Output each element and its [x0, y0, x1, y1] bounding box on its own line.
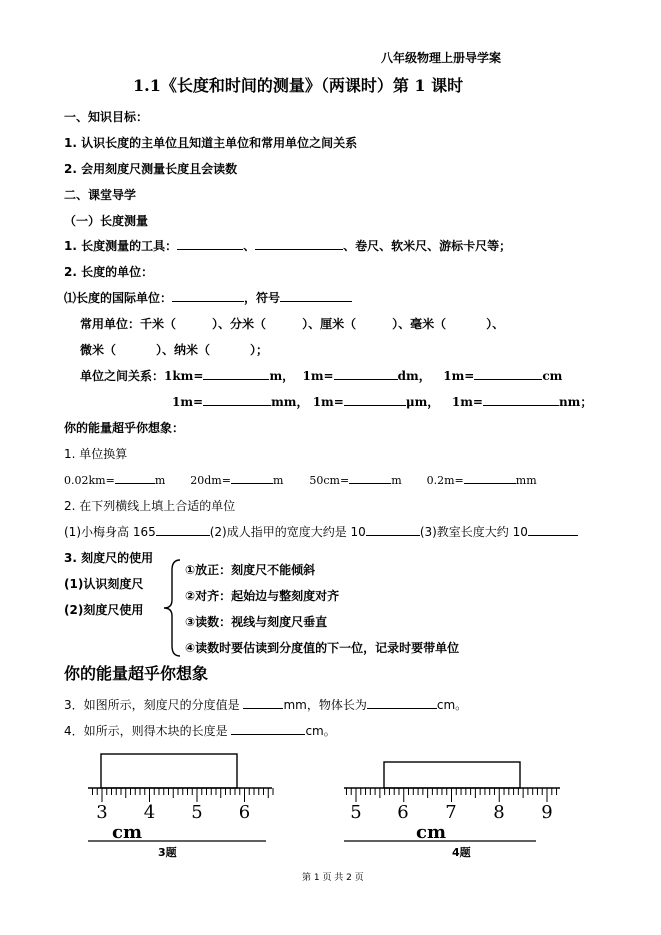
blank-m-nm[interactable] [483, 394, 559, 406]
blank-tool-2[interactable] [255, 238, 343, 250]
si-unit-line [64, 290, 352, 306]
circled-3-icon: ③ [185, 615, 196, 629]
blank-m-um[interactable] [344, 394, 406, 406]
blank-nail-unit[interactable] [366, 524, 420, 536]
common-units-label: 常用单位： [80, 317, 141, 331]
header-title: 八年级物理上册导学案 [381, 51, 502, 65]
unit-mm: 毫米（ ）、 [410, 317, 505, 331]
blank-m-cm[interactable] [474, 368, 542, 380]
fill-units-row: (1)小梅身高 165 (2)成人指甲的宽度大约是 10 (3)教室长度大约 10 [64, 524, 578, 540]
blank-q3-division[interactable] [243, 697, 283, 709]
conversion-label: 单位之间关系： [80, 369, 165, 383]
ruler-figure-3 [82, 752, 282, 852]
blank-si-unit[interactable] [172, 290, 244, 302]
blank-m-mm[interactable] [203, 394, 271, 406]
section-heading-guide: 二、课堂导学 [64, 188, 137, 202]
blank-room-unit[interactable] [528, 524, 578, 536]
circled-4-icon: ④ [185, 641, 196, 655]
step-2: ②对齐：起始边与整刻度对齐 [185, 589, 340, 603]
ruler-use: (2)刻度尺使用 [64, 603, 144, 617]
circled-1-icon: ① [185, 563, 196, 577]
si-unit-label: ⑴长度的国际单位： [64, 291, 173, 305]
question-tools [64, 238, 511, 254]
blank-q4-length[interactable] [231, 723, 305, 735]
step-4: ④读数时要估读到分度值的下一位，记录时要带单位 [185, 641, 460, 655]
goal-item-2: 2. 会用刻度尺测量长度且会读数 [64, 162, 238, 176]
sub-heading-length: （一）长度测量 [64, 214, 149, 228]
unit-cm: 厘米（ ）、 [320, 317, 411, 331]
unit-conversion-heading: 1. 单位换算 [64, 447, 128, 461]
blank-conv-3[interactable] [349, 472, 391, 484]
unit-um: 微米（ ）、 [80, 343, 175, 357]
blank-m-dm[interactable] [334, 368, 398, 380]
blank-q3-length[interactable] [367, 697, 437, 709]
ruler-ticks [346, 788, 556, 802]
blank-conv-1[interactable] [115, 472, 155, 484]
fig4-num-4: 9 [541, 802, 553, 823]
section-heading-goals: 一、知识目标： [64, 110, 149, 124]
conversion-row1: 单位之间关系：1km= m， 1m= dm， 1m= cm [80, 369, 563, 383]
object-block [101, 754, 237, 788]
fig3-num-1: 4 [143, 802, 156, 823]
fig4-unit: cm [416, 822, 447, 843]
unit-km: 千米（ ）、 [140, 317, 231, 331]
fig3-unit: cm [112, 822, 143, 843]
step-1: ①放正：刻度尺不能倾斜 [185, 563, 316, 577]
unit-nm: 纳米（ ）； [174, 343, 269, 357]
step-3: ③读数：视线与刻度尺垂直 [185, 615, 328, 629]
ruler-know: (1)认识刻度尺 [64, 577, 144, 591]
common-units-row1 [80, 316, 504, 332]
q1-label: 1. 长度测量的工具： [64, 239, 178, 253]
conversion-exercises: 0.02km= m 20dm= m 50cm= m 0.2m= mm [64, 474, 537, 487]
ability-heading-2: 你的能量超乎你想象 [64, 664, 209, 683]
brace [160, 558, 182, 658]
conversion-row2: 1m= mm， 1m= μm， 1m= nm； [172, 395, 593, 409]
fig4-num-0: 5 [350, 802, 362, 823]
q1-sep: 、 [243, 239, 256, 253]
page-title: 1.1《长度和时间的测量》（两课时）第 1 课时 [133, 76, 464, 95]
question-4: 4．如所示，则得木块的长度是 cm。 [64, 724, 336, 738]
common-units-row2 [80, 342, 268, 358]
blank-conv-2[interactable] [231, 472, 273, 484]
wood-block [384, 762, 520, 788]
blank-tool-1[interactable] [177, 238, 243, 250]
fig4-num-2: 7 [445, 802, 457, 823]
fill-units-heading: 2. 在下列横线上填上合适的单位 [64, 499, 236, 513]
blank-height-unit[interactable] [156, 524, 210, 536]
si-symbol-label: ，符号 [244, 291, 281, 305]
fig3-num-0: 3 [96, 802, 108, 823]
page-footer: 第 1 页 共 2 页 [302, 873, 364, 883]
fig4-num-3: 8 [493, 802, 505, 823]
blank-conv-4[interactable] [464, 472, 516, 484]
ability-heading-1: 你的能量超乎你想象： [64, 421, 185, 435]
blank-km-m[interactable] [203, 368, 269, 380]
caption-fig4: 4题 [452, 846, 471, 859]
ruler-figure-4 [338, 752, 570, 852]
question-3: 3．如图所示，刻度尺的分度值是 mm，物体长为 cm。 [64, 698, 468, 712]
caption-fig3: 3题 [158, 846, 177, 859]
ruler-use-heading: 3. 刻度尺的使用 [64, 551, 154, 565]
q1-tail: 、卷尺、软米尺、游标卡尺等； [343, 239, 512, 253]
fig3-num-3: 6 [238, 802, 251, 823]
circled-2-icon: ② [185, 589, 196, 603]
fig3-num-2: 5 [191, 802, 203, 823]
fig4-num-1: 6 [397, 802, 409, 823]
question-units: 2. 长度的单位： [64, 265, 154, 279]
blank-si-symbol[interactable] [280, 290, 352, 302]
goal-item-1: 1. 认识长度的主单位且知道主单位和常用单位之间关系 [64, 136, 358, 150]
ruler-ticks [93, 788, 274, 802]
unit-dm: 分米（ ）、 [230, 317, 321, 331]
